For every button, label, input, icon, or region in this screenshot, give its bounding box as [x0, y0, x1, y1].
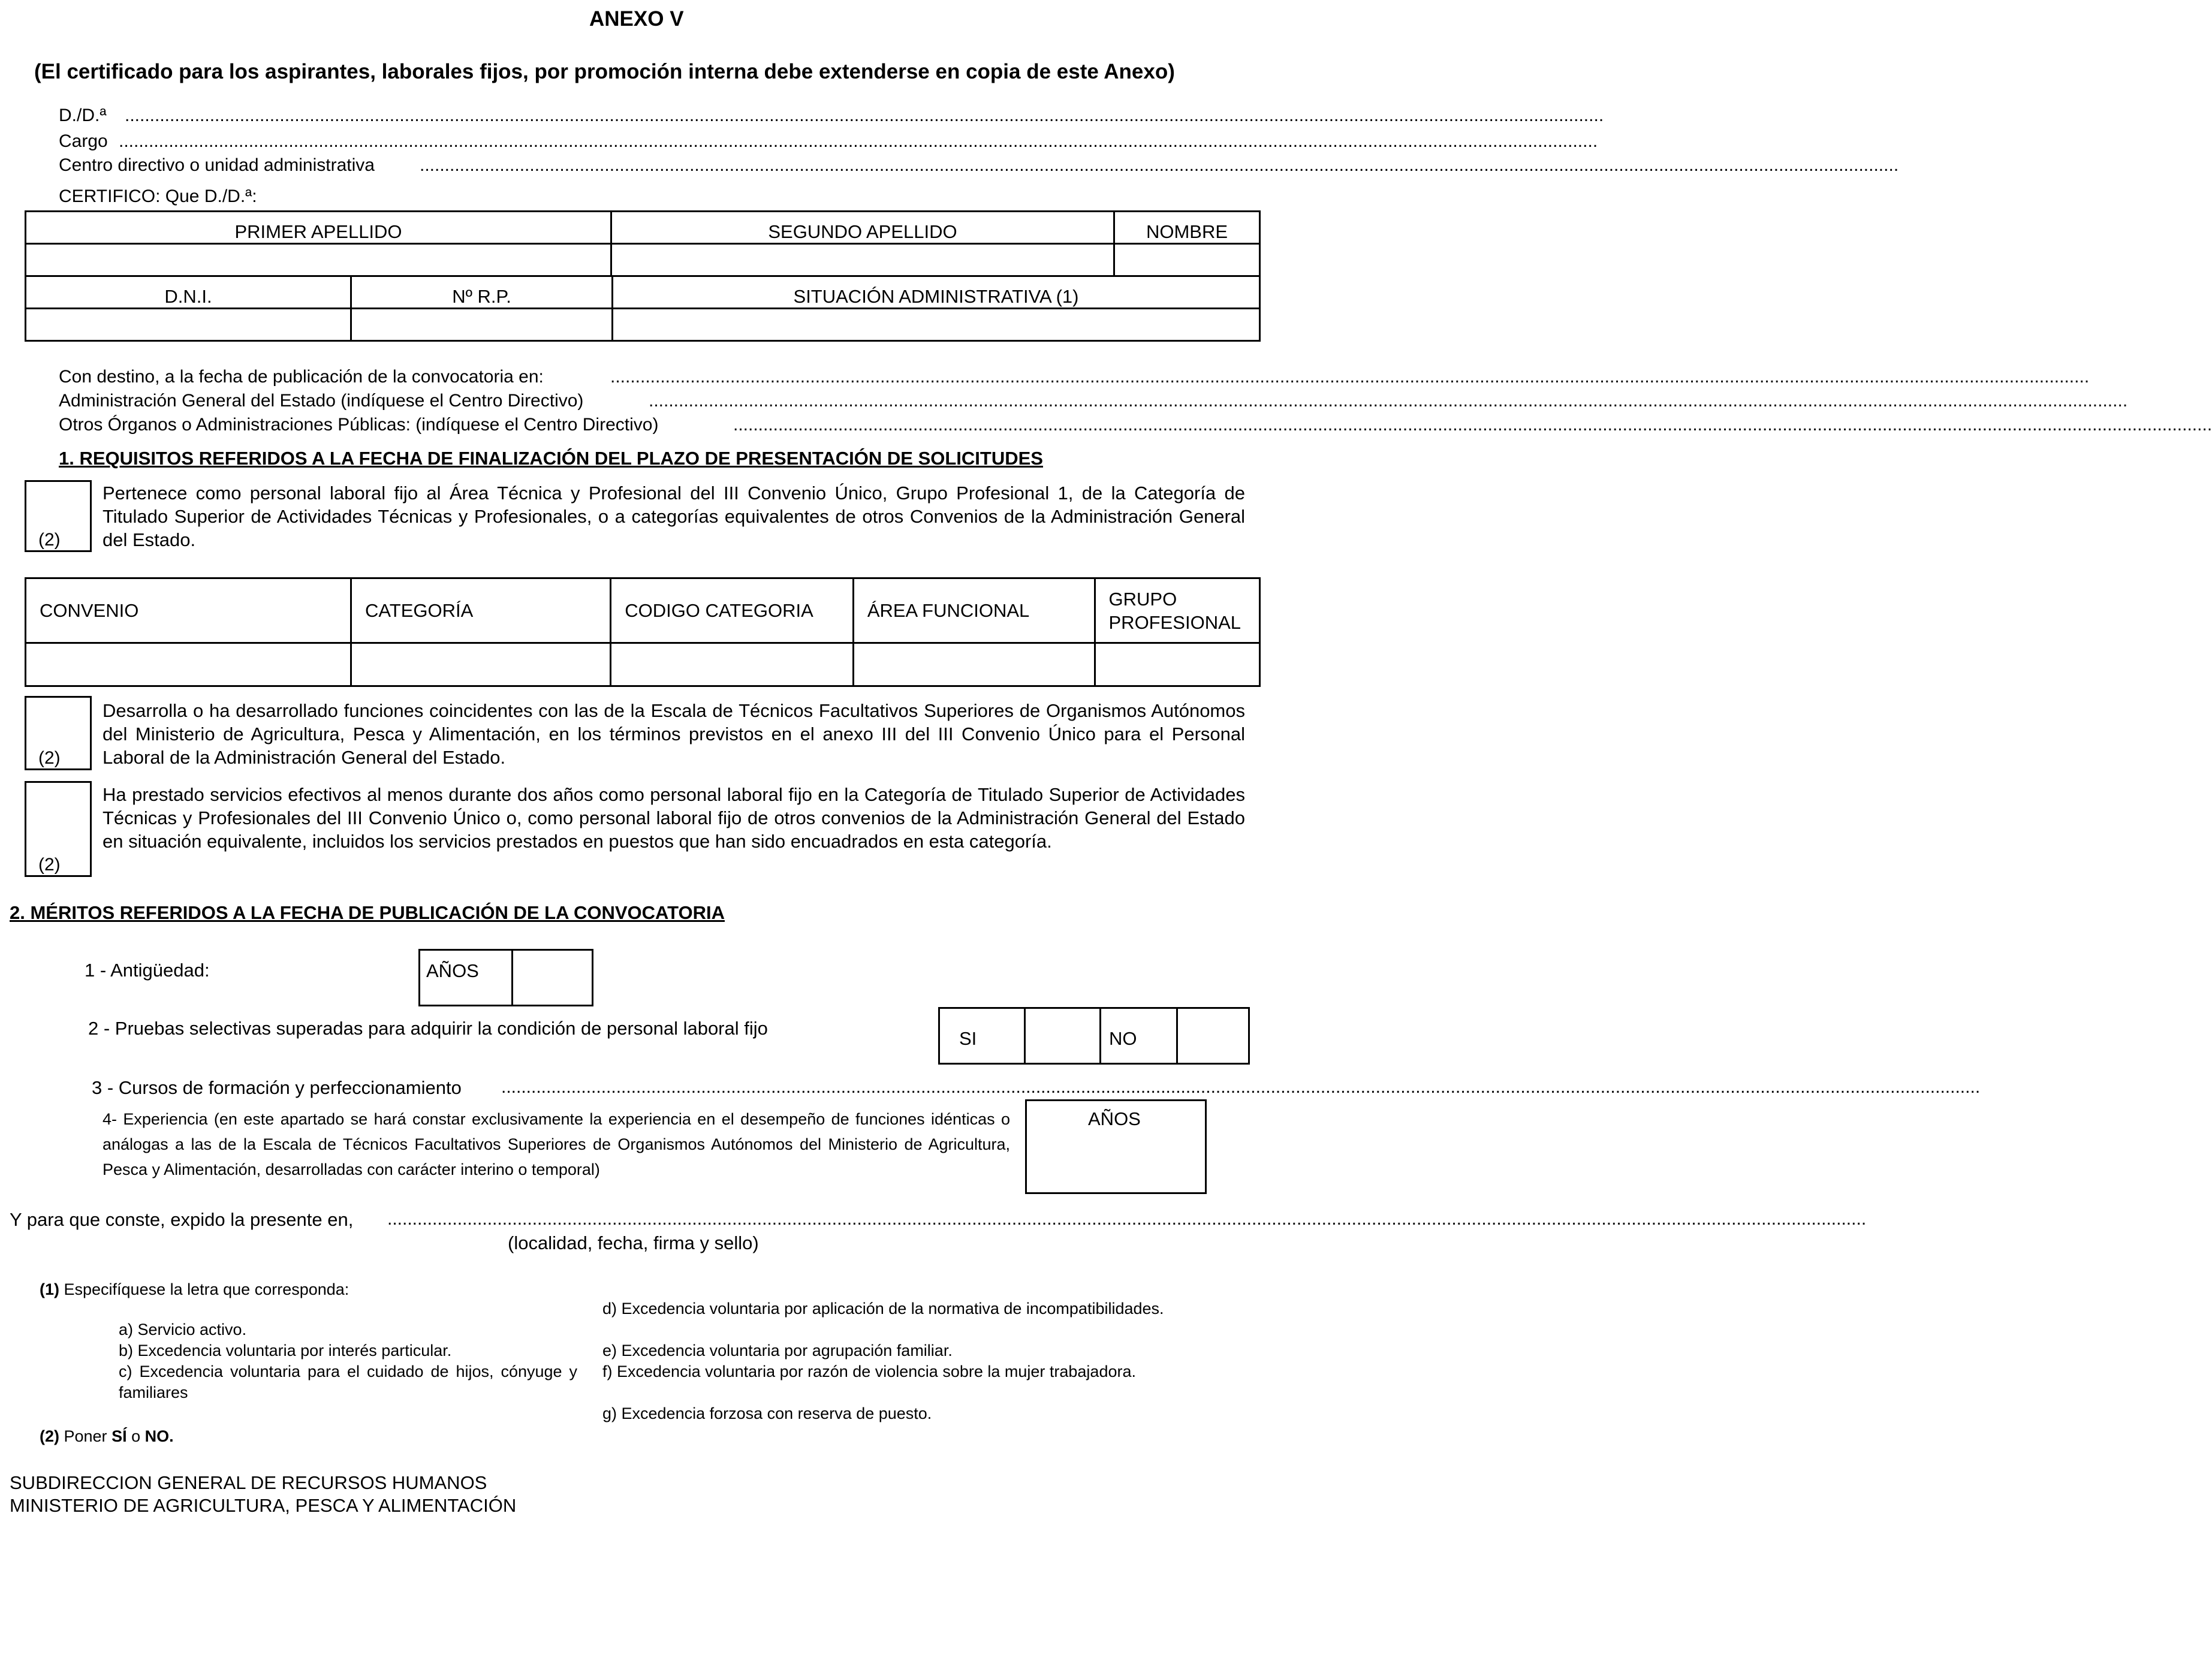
- requisito-3-text: Ha prestado servicios efectivos al menos durante dos años como personal laboral fijo en la Categoría de Titulado Superior de Actividades Técnicas y Profesionales del III Convenio Único o, como personal laboral fijo de otros convenios de la Administración General del Estado en situación equivalente, incluidos los servicios prestados en puestos que han sido encuadrados en esta categoría.: [103, 784, 1245, 852]
- cell-situacion[interactable]: [613, 309, 1260, 341]
- header-situacion: SITUACIÓN ADMINISTRATIVA (1): [613, 276, 1260, 309]
- header-convenio: CONVENIO: [26, 578, 351, 643]
- cargo-label: Cargo: [59, 131, 108, 151]
- antiguedad-input[interactable]: [513, 951, 592, 1005]
- cell-codigo-categoria[interactable]: [611, 643, 854, 686]
- cargo-field[interactable]: ........................................................................................................................................................................................................................................................................................................: [119, 131, 1598, 151]
- footnote-1-label: (1): [40, 1280, 59, 1298]
- si-no-box: [938, 1007, 1250, 1065]
- si-no-divider: [1099, 1009, 1101, 1063]
- certifico-label: CERTIFICO: Que D./D.ª:: [59, 186, 257, 206]
- header-categoria: CATEGORÍA: [351, 578, 611, 643]
- cell-primer-apellido[interactable]: [26, 244, 611, 276]
- cell-segundo-apellido[interactable]: [611, 244, 1114, 276]
- cursos-field[interactable]: ........................................................................................................................................................................................................................................................................................................: [501, 1077, 1981, 1097]
- convenio-table: [25, 577, 1261, 687]
- experiencia-anos-label: AÑOS: [1088, 1108, 1141, 1129]
- footnote-2-mid: o: [126, 1427, 145, 1445]
- closing-field[interactable]: ........................................................................................................................................................................................................................................................................................................: [387, 1209, 1867, 1229]
- section-1-title: 1. REQUISITOS REFERIDOS A LA FECHA DE FINALIZACIÓN DEL PLAZO DE PRESENTACIÓN DE SOLICITUDES: [59, 448, 1043, 469]
- destino-line-2: Administración General del Estado (indíquese el Centro Directivo): [59, 391, 584, 411]
- signature-line-1: SUBDIRECCION GENERAL DE RECURSOS HUMANOS: [10, 1472, 487, 1493]
- dd-label: D./D.ª: [59, 105, 107, 125]
- destino-field-2[interactable]: ........................................................................................................................................................................................................................................................................................................: [649, 391, 2128, 411]
- merito-1-label: 1 - Antigüedad:: [85, 960, 210, 981]
- header-nrp: Nº R.P.: [351, 276, 613, 309]
- footnote-option-e: e) Excedencia voluntaria por agrupación familiar.: [602, 1342, 953, 1359]
- checkbox-requisito-2[interactable]: [25, 696, 92, 770]
- footnote-2-si: SÍ: [111, 1427, 127, 1445]
- checkbox-mark: (2): [38, 748, 61, 768]
- footnote-1: [40, 1279, 349, 1300]
- identity-table: [25, 210, 1261, 277]
- no-checkbox[interactable]: [1178, 1009, 1248, 1063]
- footnote-option-g: g) Excedencia forzosa con reserva de puesto.: [602, 1404, 932, 1422]
- checkbox-requisito-3[interactable]: [25, 781, 92, 877]
- cell-grupo-profesional[interactable]: [1095, 643, 1260, 686]
- footnote-option-a: a) Servicio activo.: [119, 1321, 247, 1339]
- page-title: ANEXO V: [589, 7, 684, 31]
- anos-label: AÑOS: [426, 960, 479, 981]
- dd-field[interactable]: ........................................................................................................................................................................................................................................................................................................: [125, 105, 1604, 125]
- no-label: NO: [1109, 1028, 1137, 1049]
- cell-area-funcional[interactable]: [853, 643, 1095, 686]
- destino-field-3[interactable]: ........................................................................................................................................................................................................................................................................................................: [733, 415, 2212, 435]
- checkbox-mark: (2): [38, 855, 61, 875]
- footnote-option-f: f) Excedencia voluntaria por razón de violencia sobre la mujer trabajadora.: [602, 1362, 1136, 1380]
- merito-3-label: 3 - Cursos de formación y perfeccionamiento: [92, 1077, 462, 1098]
- cell-categoria[interactable]: [351, 643, 611, 686]
- header-nombre: NOMBRE: [1114, 212, 1260, 244]
- cell-nrp[interactable]: [351, 309, 613, 341]
- footnote-2-label: (2): [40, 1427, 59, 1445]
- footnote-2-no: NO.: [144, 1427, 174, 1445]
- si-checkbox[interactable]: [1026, 1009, 1099, 1063]
- footnote-option-b: b) Excedencia voluntaria por interés particular.: [119, 1342, 452, 1359]
- header-segundo-apellido: SEGUNDO APELLIDO: [611, 212, 1114, 244]
- header-area-funcional: ÁREA FUNCIONAL: [853, 578, 1095, 643]
- centro-label: Centro directivo o unidad administrativa: [59, 155, 375, 175]
- experiencia-box[interactable]: [1025, 1099, 1207, 1194]
- requisito-2-text: Desarrolla o ha desarrollado funciones coincidentes con las de la Escala de Técnicos Facultativos Superiores de Organismos Autónomos del Ministerio de Agricultura, Pesca y Alimentación, en los términos previstos en el anexo III del III Convenio Único para el Personal Laboral de la Administración General del Estado.: [103, 700, 1245, 768]
- checkbox-requisito-1[interactable]: [25, 480, 92, 552]
- section-2-title: 2. MÉRITOS REFERIDOS A LA FECHA DE PUBLICACIÓN DE LA CONVOCATORIA: [10, 902, 725, 923]
- si-label: SI: [959, 1028, 977, 1049]
- footnote-option-c: c) Excedencia voluntaria para el cuidado de hijos, cónyuge y familiares: [119, 1362, 577, 1401]
- centro-field[interactable]: ........................................................................................................................................................................................................................................................................................................: [420, 155, 1899, 175]
- header-codigo-categoria: CODIGO CATEGORIA: [611, 578, 854, 643]
- footnote-2: [40, 1426, 174, 1447]
- requisito-1-text: Pertenece como personal laboral fijo al Área Técnica y Profesional del III Convenio Único, Grupo Profesional 1, de la Categoría de Titulado Superior de Actividades Técnicas y Profesionales, o a categorías equivalentes de otros Convenios de la Administración General del Estado.: [103, 483, 1245, 550]
- destino-line-3: Otros Órganos o Administraciones Públicas: (indíquese el Centro Directivo): [59, 415, 659, 435]
- merito-4-text: 4- Experiencia (en este apartado se hará constar exclusivamente la experiencia en el desempeño de funciones idénticas o análogas a las de la Escala de Técnicos Facultativos Superiores de Organismos Autónomos del Ministerio de Agricultura, Pesca y Alimentación, desarrolladas con carácter interino o temporal): [103, 1110, 1010, 1178]
- header-grupo-profesional: GRUPO PROFESIONAL: [1095, 578, 1260, 643]
- destino-field-1[interactable]: ........................................................................................................................................................................................................................................................................................................: [610, 367, 2090, 387]
- header-dni: D.N.I.: [26, 276, 351, 309]
- cell-convenio[interactable]: [26, 643, 351, 686]
- cell-nombre[interactable]: [1114, 244, 1260, 276]
- closing-line: Y para que conste, expido la presente en,: [10, 1209, 354, 1230]
- destino-line-1: Con destino, a la fecha de publicación de la convocatoria en:: [59, 367, 544, 387]
- merito-2-label: 2 - Pruebas selectivas superadas para adquirir la condición de personal laboral fijo: [88, 1018, 768, 1039]
- page-subtitle: (El certificado para los aspirantes, laborales fijos, por promoción interna debe extenderse en copia de este Anexo): [34, 60, 1175, 83]
- identity-table-2: [25, 275, 1261, 342]
- header-primer-apellido: PRIMER APELLIDO: [26, 212, 611, 244]
- footnote-option-d: d) Excedencia voluntaria por aplicación de la normativa de incompatibilidades.: [602, 1300, 1164, 1318]
- signature-line-2: MINISTERIO DE AGRICULTURA, PESCA Y ALIMENTACIÓN: [10, 1495, 517, 1516]
- cell-dni[interactable]: [26, 309, 351, 341]
- antiguedad-box: [418, 949, 593, 1006]
- footnote-1-text: Especifíquese la letra que corresponda:: [59, 1280, 349, 1298]
- closing-hint: (localidad, fecha, firma y sello): [508, 1232, 759, 1253]
- footnote-2-pre: Poner: [59, 1427, 112, 1445]
- checkbox-mark: (2): [38, 530, 61, 550]
